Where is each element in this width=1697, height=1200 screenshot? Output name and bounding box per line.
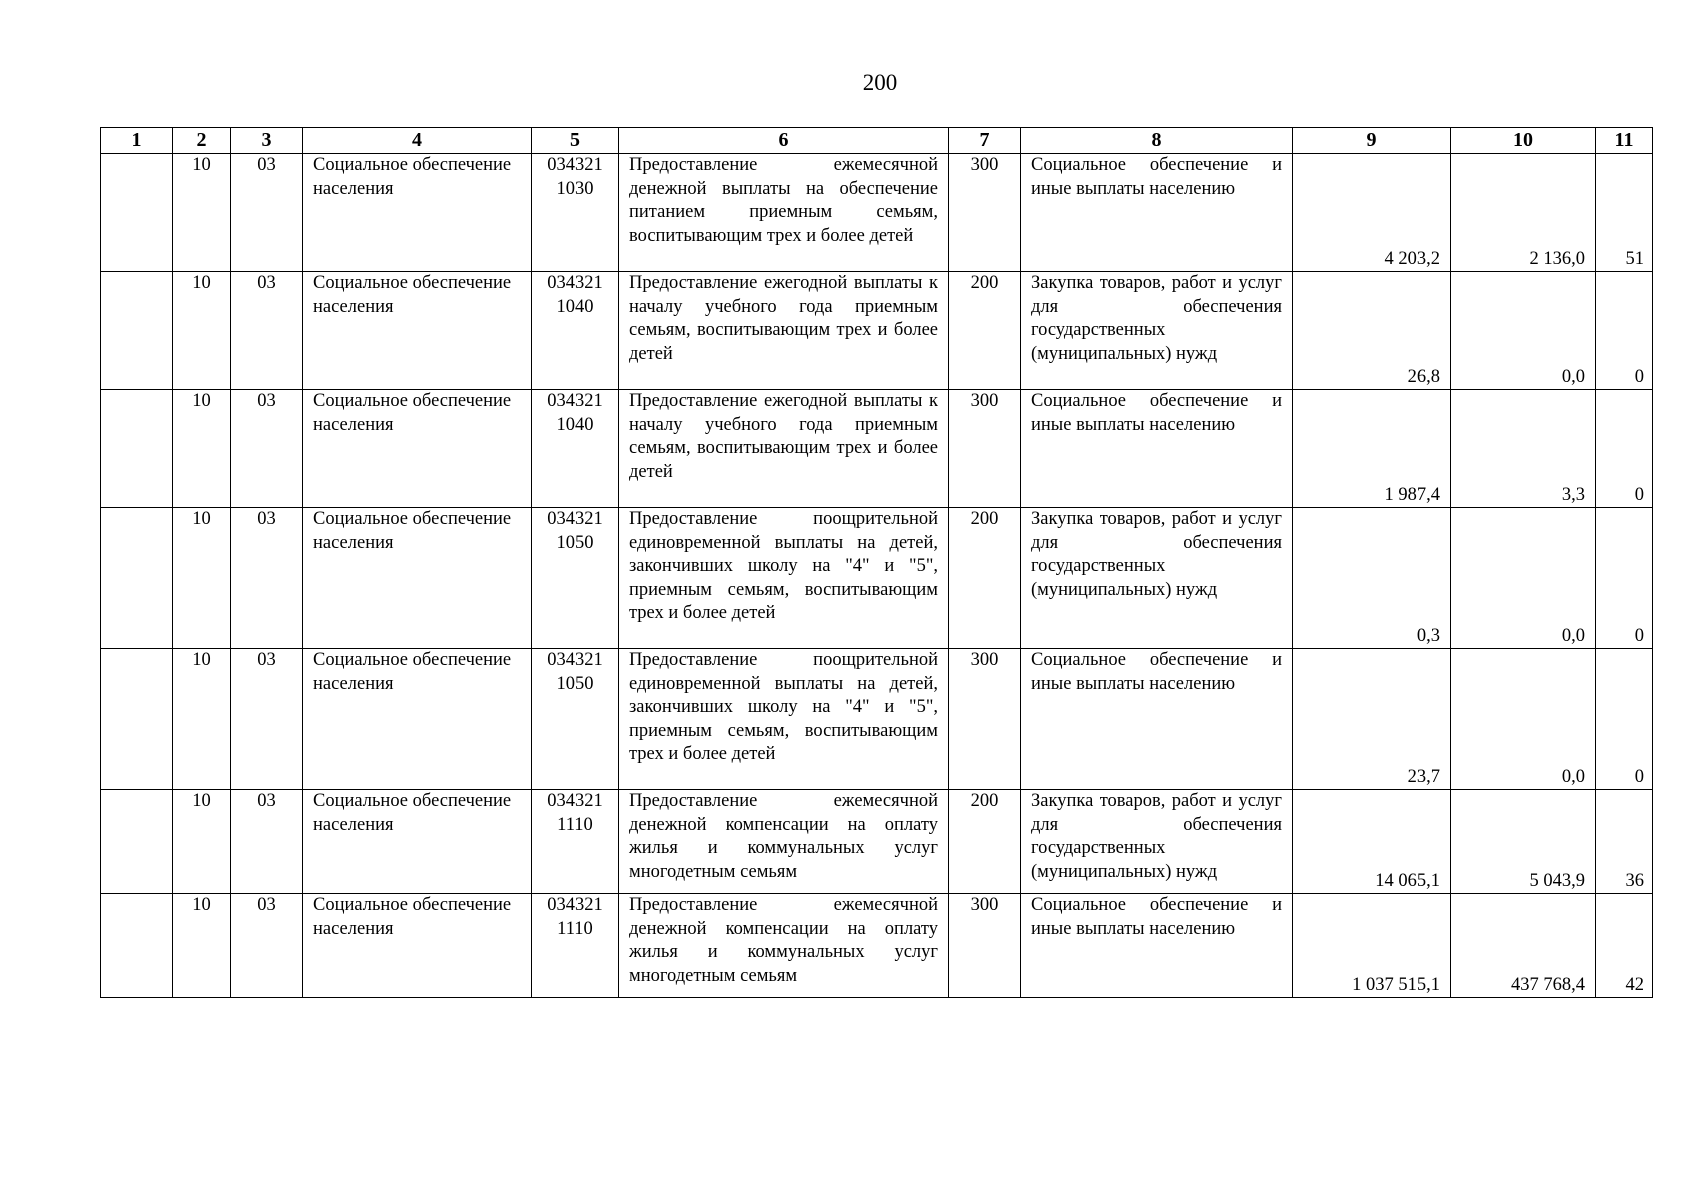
- executed-amount-cell: 437 768,4: [1451, 894, 1596, 998]
- table-row: [101, 508, 1653, 649]
- target-code-cell: 034321 1040: [532, 390, 619, 508]
- target-code-cell: 034321 1110: [532, 894, 619, 998]
- target-code-cell: 034321 1110: [532, 790, 619, 894]
- section-name-cell: Социальное обеспечение населения: [303, 894, 532, 998]
- percent-cell: 42: [1596, 894, 1653, 998]
- table-row: [101, 894, 1653, 998]
- section-code-cell: 10: [173, 508, 231, 649]
- table-row: [101, 154, 1653, 272]
- column-header: 9: [1293, 128, 1451, 154]
- executed-amount-cell: 3,3: [1451, 390, 1596, 508]
- executed-amount-cell: 0,0: [1451, 272, 1596, 390]
- section-name-cell: Социальное обеспечение населения: [303, 272, 532, 390]
- amount-cell: 4 203,2: [1293, 154, 1451, 272]
- amount-cell: 14 065,1: [1293, 790, 1451, 894]
- column-header: 6: [619, 128, 949, 154]
- expense-type-name-cell: Закупка товаров, работ и услуг для обеспечения государственных (муниципальных) нужд: [1021, 790, 1293, 894]
- target-code-cell: 034321 1030: [532, 154, 619, 272]
- header-row: [101, 128, 1653, 154]
- table-row: [101, 272, 1653, 390]
- expense-type-name-cell: Социальное обеспечение и иные выплаты населению: [1021, 649, 1293, 790]
- executed-amount-cell: 0,0: [1451, 508, 1596, 649]
- target-name-cell: Предоставление ежемесячной денежной компенсации на оплату жилья и коммунальных услуг многодетным семьям: [619, 790, 949, 894]
- row-number-cell: [101, 508, 173, 649]
- column-header: 3: [231, 128, 303, 154]
- column-header: 1: [101, 128, 173, 154]
- expense-type-name-cell: Закупка товаров, работ и услуг для обеспечения государственных (муниципальных) нужд: [1021, 508, 1293, 649]
- subsection-code-cell: 03: [231, 649, 303, 790]
- percent-cell: 0: [1596, 508, 1653, 649]
- subsection-code-cell: 03: [231, 272, 303, 390]
- amount-cell: 23,7: [1293, 649, 1451, 790]
- expense-type-name-cell: Социальное обеспечение и иные выплаты населению: [1021, 894, 1293, 998]
- expense-type-code-cell: 300: [949, 390, 1021, 508]
- percent-cell: 0: [1596, 390, 1653, 508]
- subsection-code-cell: 03: [231, 790, 303, 894]
- target-name-cell: Предоставление поощрительной единовременной выплаты на детей, закончивших школу на "4" и "5", приемным семьям, воспитывающим трех и более детей: [619, 508, 949, 649]
- section-name-cell: Социальное обеспечение населения: [303, 790, 532, 894]
- target-code-cell: 034321 1050: [532, 649, 619, 790]
- target-name-cell: Предоставление ежемесячной денежной компенсации на оплату жилья и коммунальных услуг многодетным семьям: [619, 894, 949, 998]
- target-code-cell: 034321 1040: [532, 272, 619, 390]
- target-name-cell: Предоставление ежемесячной денежной выплаты на обеспечение питанием приемным семьям, воспитывающим трех и более детей: [619, 154, 949, 272]
- section-code-cell: 10: [173, 894, 231, 998]
- row-number-cell: [101, 894, 173, 998]
- amount-cell: 26,8: [1293, 272, 1451, 390]
- expense-type-name-cell: Социальное обеспечение и иные выплаты населению: [1021, 154, 1293, 272]
- section-code-cell: 10: [173, 390, 231, 508]
- section-name-cell: Социальное обеспечение населения: [303, 649, 532, 790]
- target-name-cell: Предоставление ежегодной выплаты к началу учебного года приемным семьям, воспитывающим трех и более детей: [619, 272, 949, 390]
- row-number-cell: [101, 649, 173, 790]
- expense-type-code-cell: 300: [949, 154, 1021, 272]
- expense-type-name-cell: Социальное обеспечение и иные выплаты населению: [1021, 390, 1293, 508]
- expense-type-code-cell: 200: [949, 272, 1021, 390]
- target-name-cell: Предоставление ежегодной выплаты к началу учебного года приемным семьям, воспитывающим трех и более детей: [619, 390, 949, 508]
- column-header: 7: [949, 128, 1021, 154]
- amount-cell: 1 987,4: [1293, 390, 1451, 508]
- column-header: 11: [1596, 128, 1653, 154]
- subsection-code-cell: 03: [231, 508, 303, 649]
- target-code-cell: 034321 1050: [532, 508, 619, 649]
- section-name-cell: Социальное обеспечение населения: [303, 154, 532, 272]
- executed-amount-cell: 0,0: [1451, 649, 1596, 790]
- percent-cell: 0: [1596, 272, 1653, 390]
- table-row: [101, 390, 1653, 508]
- percent-cell: 36: [1596, 790, 1653, 894]
- table-row: [101, 649, 1653, 790]
- table-row: [101, 790, 1653, 894]
- amount-cell: 1 037 515,1: [1293, 894, 1451, 998]
- expense-type-code-cell: 300: [949, 894, 1021, 998]
- row-number-cell: [101, 790, 173, 894]
- subsection-code-cell: 03: [231, 390, 303, 508]
- column-header: 4: [303, 128, 532, 154]
- expense-type-name-cell: Закупка товаров, работ и услуг для обеспечения государственных (муниципальных) нужд: [1021, 272, 1293, 390]
- row-number-cell: [101, 154, 173, 272]
- executed-amount-cell: 5 043,9: [1451, 790, 1596, 894]
- column-header: 5: [532, 128, 619, 154]
- page-number: 200: [862, 70, 898, 95]
- section-name-cell: Социальное обеспечение населения: [303, 390, 532, 508]
- amount-cell: 0,3: [1293, 508, 1451, 649]
- budget-table: [100, 127, 1653, 998]
- section-code-cell: 10: [173, 790, 231, 894]
- expense-type-code-cell: 200: [949, 508, 1021, 649]
- percent-cell: 51: [1596, 154, 1653, 272]
- executed-amount-cell: 2 136,0: [1451, 154, 1596, 272]
- expense-type-code-cell: 300: [949, 649, 1021, 790]
- column-header: 8: [1021, 128, 1293, 154]
- subsection-code-cell: 03: [231, 894, 303, 998]
- section-code-cell: 10: [173, 154, 231, 272]
- column-header: 2: [173, 128, 231, 154]
- column-header: 10: [1451, 128, 1596, 154]
- section-name-cell: Социальное обеспечение населения: [303, 508, 532, 649]
- row-number-cell: [101, 390, 173, 508]
- row-number-cell: [101, 272, 173, 390]
- expense-type-code-cell: 200: [949, 790, 1021, 894]
- subsection-code-cell: 03: [231, 154, 303, 272]
- section-code-cell: 10: [173, 649, 231, 790]
- percent-cell: 0: [1596, 649, 1653, 790]
- section-code-cell: 10: [173, 272, 231, 390]
- target-name-cell: Предоставление поощрительной единовременной выплаты на детей, закончивших школу на "4" и "5", приемным семьям, воспитывающим трех и более детей: [619, 649, 949, 790]
